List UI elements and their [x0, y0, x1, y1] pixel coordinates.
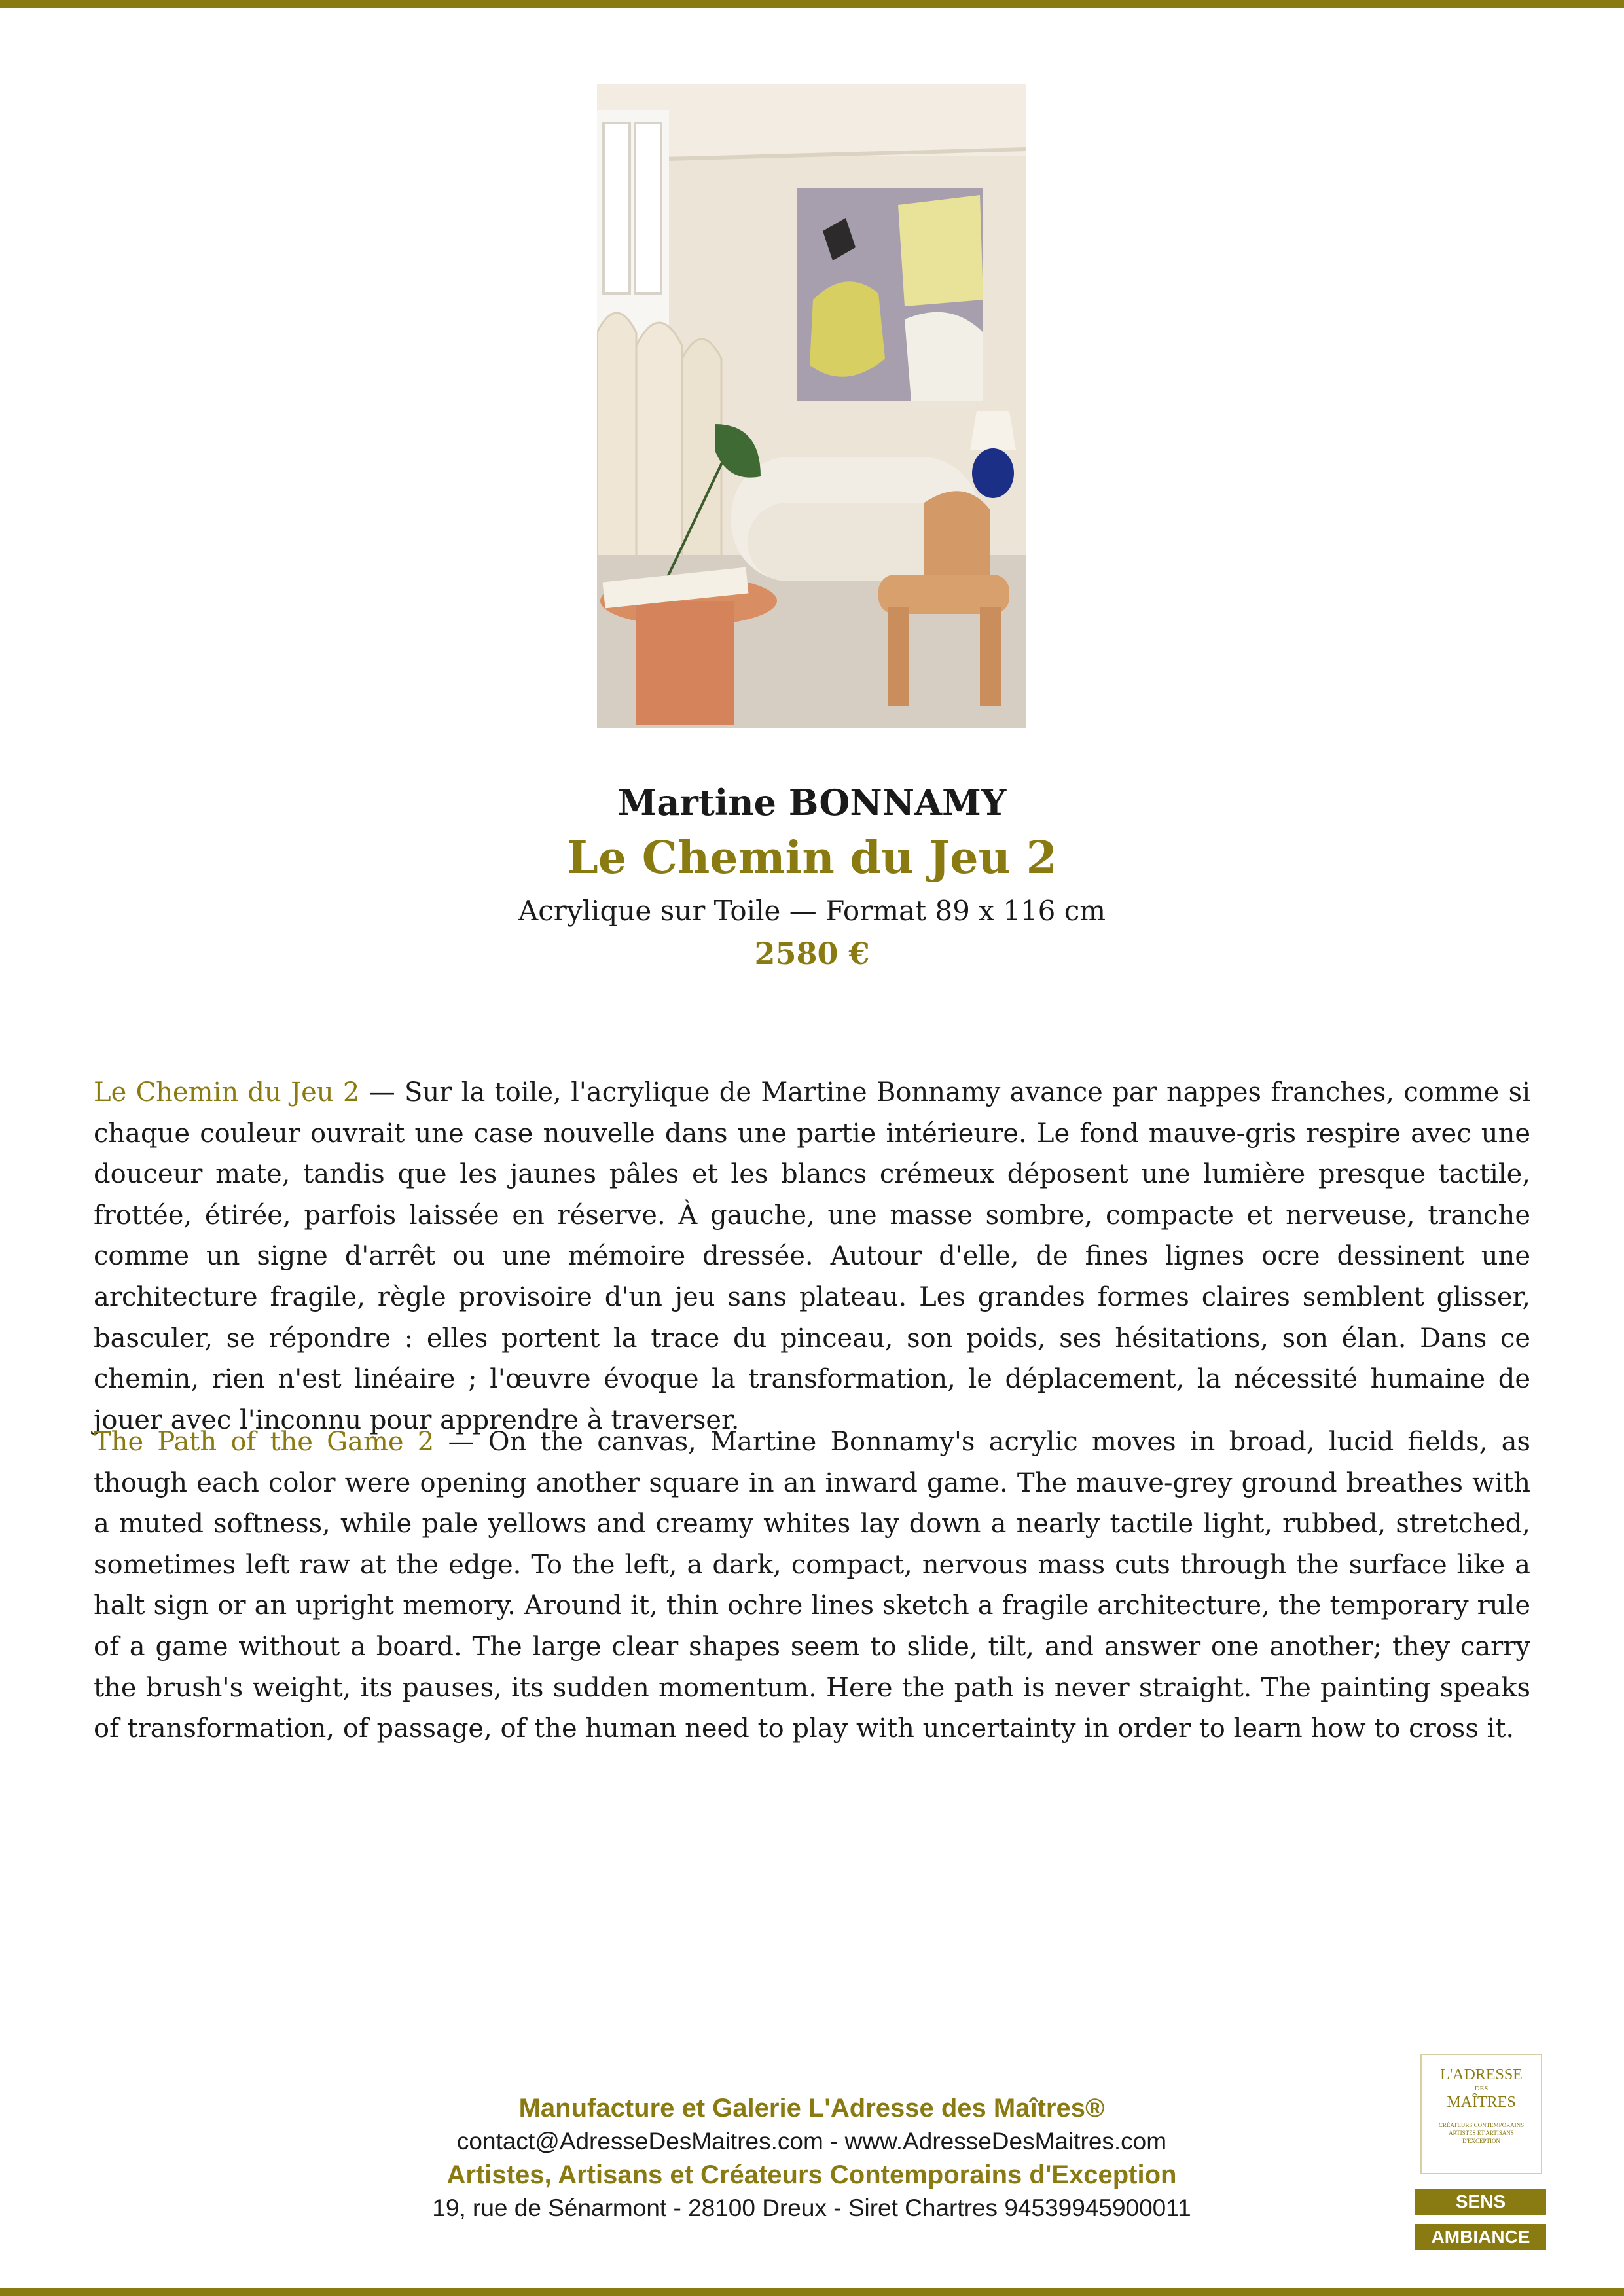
gallery-logo [1420, 2054, 1542, 2174]
description-english-body: — On the canvas, Martine Bonnamy's acrylic moves in broad, lucid fields, as though each color were opening another square in an inward game. The mauve-grey ground breathes with a muted softness, while pale yellows and creamy whites lay down a nearly tactile light, rubbed, stretched, sometimes left raw at the edge. To the left, a dark, compact, nervous mass cuts through the surface like a halt sign or an upright memory. Around it, thin ochre lines sketch a fragile architecture, the temporary rule of a game without a board. The large clear shapes seem to slide, tilt, and answer one another; they carry the brush's weight, its pauses, its sudden momentum. Here the path is never straight. The painting speaks of transformation, of passage, of the human need to play with uncertainty in order to learn how to cross it. [94, 1427, 1531, 1744]
tag-sens: SENS [1415, 2189, 1546, 2215]
logo-line-4: CRÉATEURS CONTEMPORAINS ARTISTES ET ARTISANS D'EXCEPTION [1438, 2122, 1525, 2144]
artist-name: Martine BONNAMY [617, 781, 1007, 823]
artwork-title: Le Chemin du Jeu 2 [567, 832, 1057, 884]
footer-address: 19, rue de Sénarmont - 28100 Dreux - Siret Chartres 94539945900011 [432, 2195, 1191, 2221]
logo-line-3: MAÎTRES [1447, 2094, 1516, 2111]
tag-ambiance: AMBIANCE [1415, 2224, 1546, 2250]
artwork-header [0, 779, 1624, 974]
description-french-body: — Sur la toile, l'acrylique de Martine Bonnamy avance par nappes franches, comme si chaque couleur ouvrait une case nouvelle dans une partie intérieure. Le fond mauve-gris respire avec une douceur mate, tandis que les jaunes pâles et les blancs crémeux déposent une lumière presque tactile, frottée, étirée, parfois laissée en réserve. À gauche, une masse sombre, compacte et nerveuse, tranche comme un signe d'arrêt ou une mémoire dressée. Autour d'elle, de fines lignes ocre dessinent une architecture fragile, règle provisoire d'un jeu sans plateau. Les grandes formes claires semblent glisser, basculer, se répondre : elles portent la trace du pinceau, son poids, ses hésitations, son élan. Dans ce chemin, rien n'est linéaire ; l'œuvre évoque la transformation, le déplacement, la nécessité humaine de jouer avec l'inconnu pour apprendre à traverser. [94, 1077, 1530, 1435]
footer [353, 2091, 1270, 2225]
description-english [94, 1422, 1530, 1749]
artwork-price: 2580 € [754, 936, 870, 971]
description-french-lead: Le Chemin du Jeu 2 [94, 1077, 360, 1107]
description-english-lead: The Path of the Game 2 [94, 1427, 435, 1457]
footer-contact: contact@AdresseDesMaitres.com - www.AdresseDesMaitres.com [456, 2128, 1167, 2155]
logo-line-1: L'ADRESSE [1440, 2066, 1523, 2083]
logo-line-2: DES [1474, 2085, 1489, 2092]
artwork-medium: Acrylique sur Toile — Format 89 x 116 cm [518, 895, 1106, 927]
footer-gallery-name: Manufacture et Galerie L'Adresse des Maîtres® [518, 2094, 1105, 2123]
room-scene-illustration [597, 84, 1026, 728]
description-french [94, 1072, 1530, 1441]
top-accent-bar [0, 0, 1624, 8]
footer-tagline: Artistes, Artisans et Créateurs Contemporains d'Exception [446, 2161, 1177, 2189]
bottom-accent-bar [0, 2288, 1624, 2296]
artwork-photo [597, 84, 1026, 728]
